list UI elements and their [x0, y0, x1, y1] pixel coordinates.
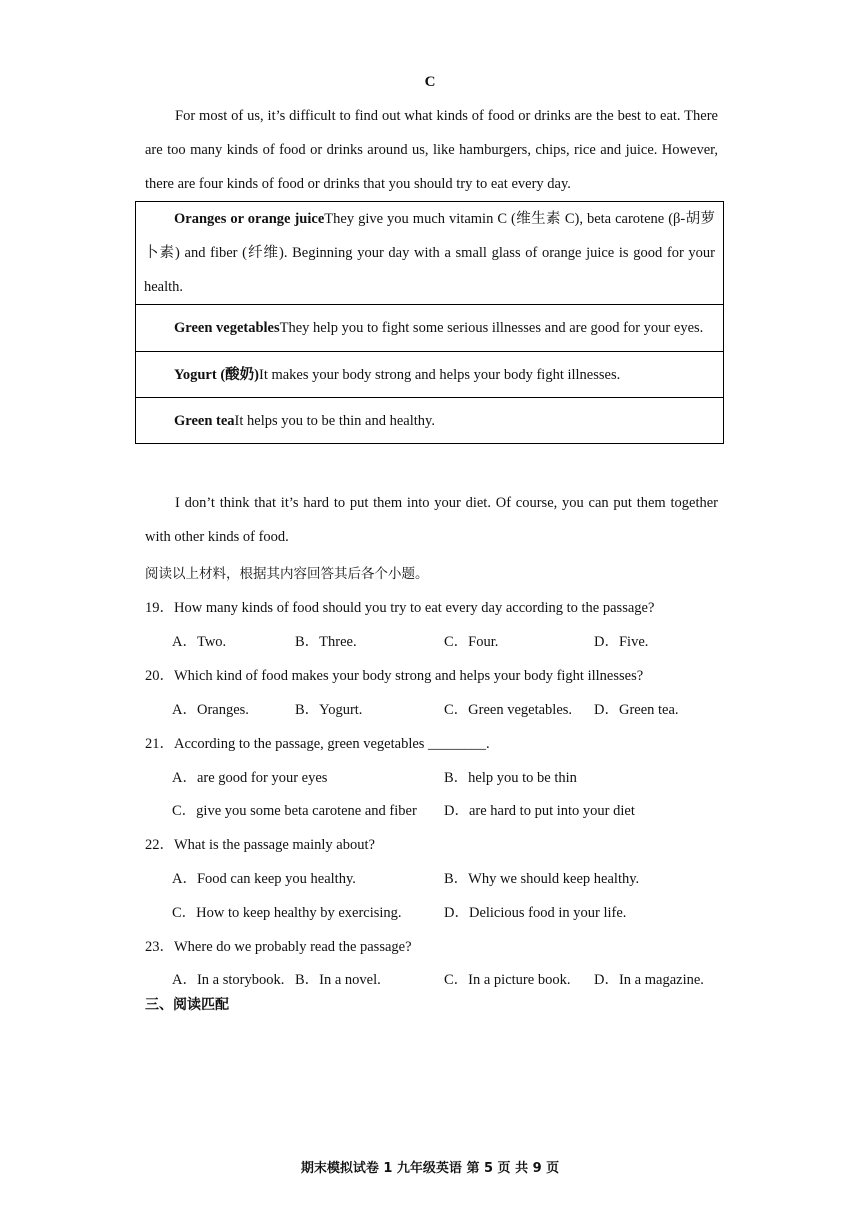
question-stem: 19．How many kinds of food should you try to eat every day according to the passage? [145, 600, 655, 616]
option-d: D．Delicious food in your life. [444, 905, 627, 921]
question-stem: 22．What is the passage mainly about? [145, 837, 375, 853]
option-c: C．Green vegetables. [444, 702, 573, 718]
intro-paragraph: For most of us, it’s difficult to find out what kinds of food or drinks are the best to eat. There are too many kinds of food or drinks around us, like hamburgers, chips, rice and juice. However, there are four kinds of food or drinks that you should try to eat every day. [145, 108, 718, 192]
option-d: D．Green tea. [594, 702, 679, 718]
row-text: They give you much vitamin C (维生素 C), beta carotene (β-胡萝卜素) and fiber (纤维). Beginning your day with a small glass of orange juice is good for your health. [144, 211, 716, 295]
row-title: Yogurt (酸奶) [174, 367, 259, 383]
question-stem: 20．Which kind of food makes your body strong and helps your body fight illnesses? [145, 668, 644, 684]
row-text: It makes your body strong and helps your body fight illnesses. [258, 367, 621, 383]
row-text: They help you to fight some serious illnesses and are good for your eyes. [279, 320, 704, 336]
page-footer: 期末模拟试卷 1 九年级英语 第 5 页 共 9 页 [300, 1161, 560, 1176]
instruction: 阅读以上材料，根据其内容回答其后各个小题。 [145, 566, 429, 582]
option-a: A．Oranges. [172, 702, 249, 718]
option-a: A．are good for your eyes [172, 770, 328, 786]
option-c: C．Four. [444, 634, 499, 650]
table-row [136, 351, 723, 397]
row-title: Green vegetables [174, 320, 280, 336]
option-b: B．Three. [295, 634, 357, 650]
question-stem: 21．According to the passage, green vegetables ________. [145, 736, 490, 752]
option-d: D．Five. [594, 634, 649, 650]
section-heading: 三、阅读匹配 [145, 997, 229, 1013]
option-b: B．Yogurt. [295, 702, 363, 718]
option-b: B．help you to be thin [444, 770, 577, 786]
option-a: A．Food can keep you healthy. [172, 871, 356, 887]
outro-paragraph: I don’t think that it’s hard to put them into your diet. Of course, you can put them together with other kinds of food. [145, 495, 718, 545]
food-table [135, 201, 724, 444]
table-row [136, 202, 723, 304]
table-row [136, 397, 723, 443]
question-stem: 23．Where do we probably read the passage? [145, 939, 412, 955]
option-c: C．In a picture book. [444, 972, 571, 988]
option-c: C．give you some beta carotene and fiber [172, 803, 417, 819]
section-title: C [424, 74, 436, 90]
row-title: Green tea [174, 413, 235, 429]
option-c: C．How to keep healthy by exercising. [172, 905, 402, 921]
option-d: D．In a magazine. [594, 972, 704, 988]
option-b: B．Why we should keep healthy. [444, 871, 640, 887]
table-row [136, 304, 723, 351]
option-a: A．Two. [172, 634, 227, 650]
option-a: A．In a storybook. [172, 972, 285, 988]
option-b: B．In a novel. [295, 972, 381, 988]
option-d: D．are hard to put into your diet [444, 803, 635, 819]
row-text: It helps you to be thin and healthy. [234, 413, 435, 429]
row-title: Oranges or orange juice [174, 211, 325, 227]
